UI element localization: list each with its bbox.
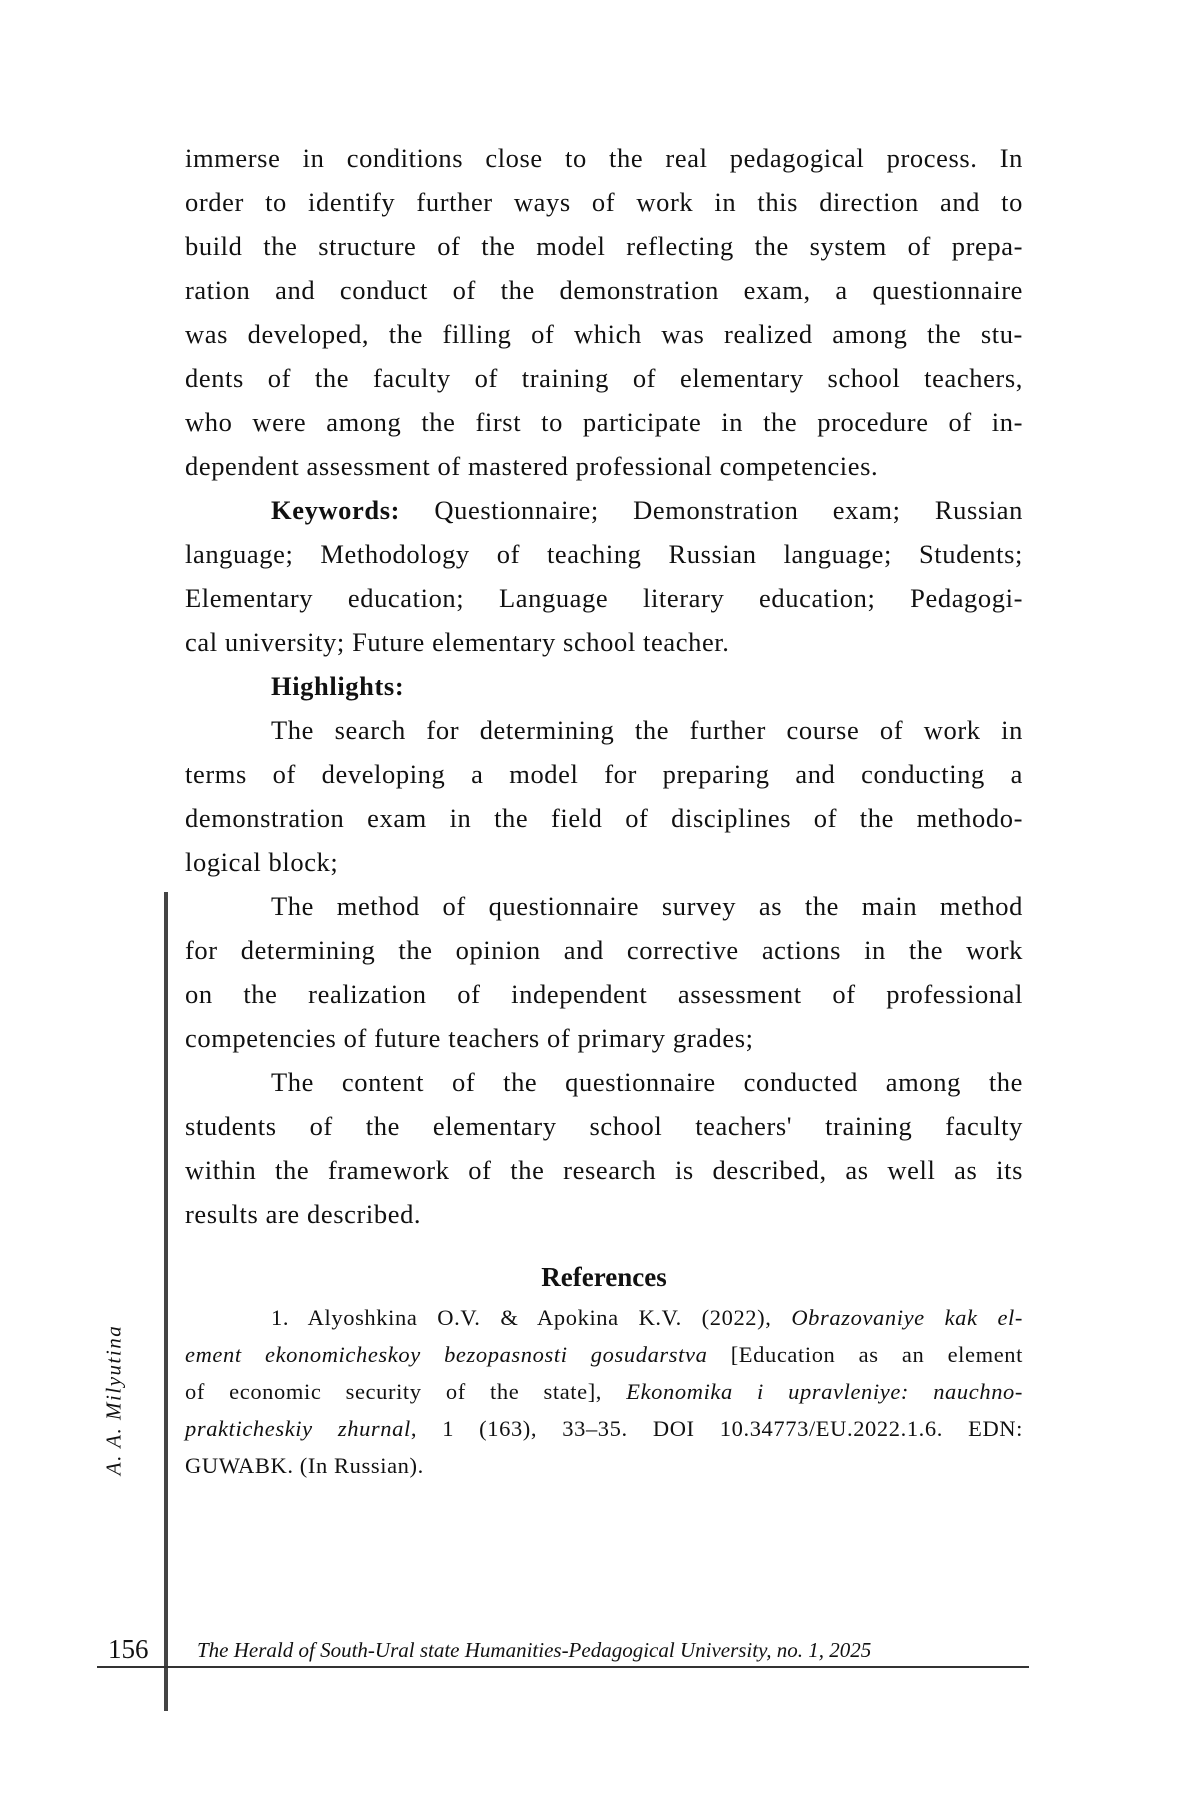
text-line: students of the elementary school teachers' training faculty <box>185 1104 1023 1148</box>
text-line: dents of the faculty of training of elementary school teachers, <box>185 356 1023 400</box>
keywords-paragraph <box>185 488 1023 664</box>
ref-title: ement ekonomicheskoy bezopasnosti gosudarstva <box>185 1342 707 1367</box>
article-body <box>185 136 1023 1236</box>
text-line: order to identify further ways of work in this direction and to <box>185 180 1023 224</box>
margin-rule <box>164 892 168 1711</box>
ref-journal: Ekonomika i upravleniye: nauchno- <box>626 1379 1023 1404</box>
text-line: terms of developing a model for preparing and conducting a <box>185 752 1023 796</box>
text-line: Questionnaire; Demonstration exam; Russian <box>400 495 1023 525</box>
text-line: dependent assessment of mastered professional competencies. <box>185 444 1023 488</box>
text-line: ration and conduct of the demonstration exam, a questionnaire <box>185 268 1023 312</box>
text-line: who were among the first to participate in the procedure of in- <box>185 400 1023 444</box>
highlight-item <box>185 884 1023 1060</box>
keywords-label: Keywords: <box>271 495 400 525</box>
ref-text: [Education as an element <box>707 1342 1023 1367</box>
text-line: build the structure of the model reflecting the system of prepa- <box>185 224 1023 268</box>
text-line: demonstration exam in the field of disciplines of the methodo- <box>185 796 1023 840</box>
text-line: cal university; Future elementary school teacher. <box>185 620 1023 664</box>
text-line: competencies of future teachers of primary grades; <box>185 1016 1023 1060</box>
text-line: within the framework of the research is described, as well as its <box>185 1148 1023 1192</box>
page-number: 156 <box>108 1634 149 1665</box>
ref-text: of economic security of the state], <box>185 1379 626 1404</box>
highlights-label: Highlights: <box>271 671 404 701</box>
ref-title: Obrazovaniye kak el- <box>791 1305 1023 1330</box>
abstract-paragraph <box>185 136 1023 488</box>
text-line: The content of the questionnaire conducted among the <box>185 1060 1023 1104</box>
references-heading: References <box>185 1257 1023 1297</box>
text-line: The method of questionnaire survey as the main method <box>185 884 1023 928</box>
footer-rule <box>97 1666 1029 1668</box>
text-line: logical block; <box>185 840 1023 884</box>
highlight-item <box>185 1060 1023 1236</box>
text-line: results are described. <box>185 1192 1023 1236</box>
text-line: language; Methodology of teaching Russian language; Students; <box>185 532 1023 576</box>
ref-journal: prakticheskiy zhurnal <box>185 1416 411 1441</box>
text-line: for determining the opinion and corrective actions in the work <box>185 928 1023 972</box>
text-line: was developed, the filling of which was realized among the stu- <box>185 312 1023 356</box>
text-line: Elementary education; Language literary education; Pedagogi- <box>185 576 1023 620</box>
text-line: The search for determining the further course of work in <box>185 708 1023 752</box>
reference-item <box>185 1299 1023 1484</box>
ref-text: , 1 (163), 33–35. DOI 10.34773/EU.2022.1.6. EDN: <box>411 1416 1023 1441</box>
ref-text: GUWABK. (In Russian). <box>185 1447 1023 1484</box>
highlight-item <box>185 708 1023 884</box>
text-line: immerse in conditions close to the real pedagogical process. In <box>185 136 1023 180</box>
text-line: on the realization of independent assessment of professional <box>185 972 1023 1016</box>
journal-footer: The Herald of South-Ural state Humanities-Pedagogical University, no. 1, 2025 <box>197 1638 871 1663</box>
ref-text: 1. Alyoshkina O.V. & Apokina K.V. (2022), <box>271 1305 791 1330</box>
running-author: A. A. Milyutina <box>102 1325 127 1475</box>
